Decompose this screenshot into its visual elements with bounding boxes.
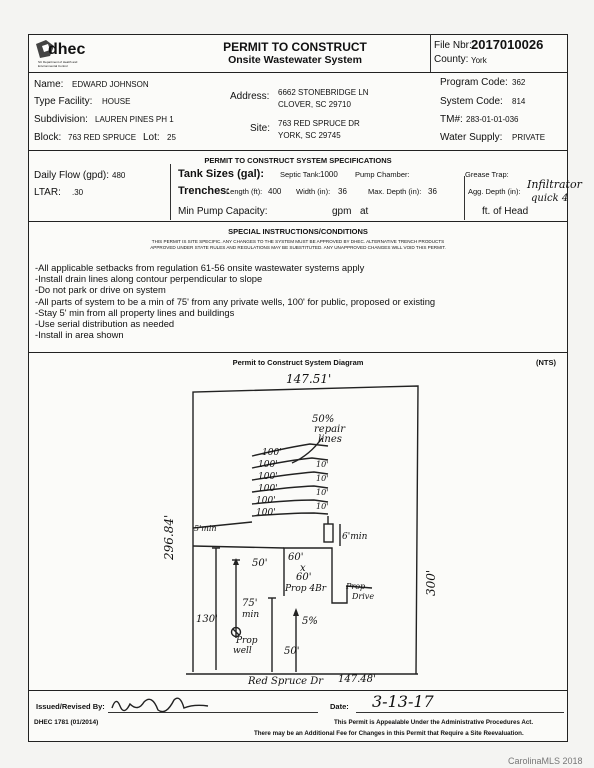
lot-label: Lot:	[143, 132, 160, 143]
left-dimension: 296.84'	[162, 514, 176, 560]
file-nbr-value: 2017010026	[471, 37, 544, 52]
tank-sizes-label: Tank Sizes (gal):	[178, 168, 264, 180]
type-label: Type Facility:	[34, 96, 93, 107]
grease-trap-label: Grease Trap:	[465, 170, 509, 179]
house-dimension: 60'	[288, 552, 304, 563]
repair-note: repair	[314, 424, 346, 435]
at-label: at	[360, 206, 369, 217]
trench-width-label: Width (in):	[296, 187, 331, 196]
file-nbr-label: File Nbr:	[434, 40, 472, 51]
site-label: Site:	[250, 123, 271, 134]
address-line1: 6662 STONEBRIDGE LN	[278, 88, 369, 97]
block-label: Block:	[34, 132, 62, 143]
instructions-note-1: THIS PERMIT IS SITE SPECIFIC. ANY CHANGES TO THE SYSTEM MUST BE APPROVED BY DHEC. ALTERNATIVE TRENCH PRODUCTS	[151, 239, 445, 244]
system-code-value: 814	[512, 97, 526, 106]
instruction-item: -Stay 5' min from all property lines and buildings	[35, 306, 235, 318]
instructions-note-2: APPROVED UNDER STATE RULES AND REGULATIONS MAY BE SUBSTITUTED. ANY UNAPPROVED CHANGES WILL VOID THIS PERMIT.	[150, 245, 446, 250]
watermark: CarolinaMLS 2018	[508, 756, 583, 766]
well-label: well	[233, 646, 252, 656]
water-supply-label: Water Supply:	[440, 132, 503, 143]
trench-length-note: 100'	[258, 472, 278, 482]
program-code-label: Program Code:	[440, 77, 508, 88]
agg-depth-handwritten-1: Infiltrator	[527, 178, 582, 191]
trench-length-note: 100'	[258, 484, 278, 494]
trench-length-note: 100'	[262, 448, 282, 458]
block-value: 763 RED SPRUCE	[68, 133, 137, 142]
logo-text: dhec	[48, 41, 86, 58]
instruction-item: -Do not park or drive on system	[35, 284, 166, 296]
house-dimension: x	[300, 563, 306, 574]
name-label: Name:	[34, 79, 64, 90]
trench-spacing-note: 10'	[316, 488, 329, 497]
program-code-value: 362	[512, 78, 526, 87]
tm-value: 283-01-01-036	[466, 115, 519, 124]
site-line2: YORK, SC 29745	[278, 131, 341, 140]
county-value: York	[471, 56, 487, 65]
water-supply-value: PRIVATE	[512, 133, 546, 142]
issued-by-label: Issued/Revised By:	[36, 702, 105, 711]
trench-spacing-note: 10'	[316, 460, 329, 469]
instruction-item: -Use serial distribution as needed	[35, 318, 175, 330]
setback-6-note: 6'min	[342, 532, 368, 542]
trench-length-note: 100'	[258, 460, 278, 470]
gpm-label: gpm	[332, 206, 352, 217]
appeal-note: This Permit is Appealable Under the Administrative Procedures Act.	[334, 719, 534, 726]
septic-tank-value: 1000	[320, 170, 338, 179]
pump-chamber-label: Pump Chamber:	[355, 170, 410, 179]
drive-label: Drive	[352, 592, 375, 601]
trench-spacing-note: 10'	[316, 474, 329, 483]
instruction-item: -All applicable setbacks from regulation 61-56 onsite wastewater systems apply	[35, 262, 365, 273]
road-label: Red Spruce Dr	[248, 676, 323, 687]
logo-tagline: SC Department of Health and Environmental Control	[38, 60, 78, 68]
septic-tank	[324, 524, 333, 542]
trench-width-value: 36	[338, 187, 347, 196]
date-label: Date:	[330, 702, 349, 711]
address-line2: CLOVER, SC 29710	[278, 100, 351, 109]
bottom-dimension: 147.48'	[338, 674, 376, 685]
subdivision-label: Subdivision:	[34, 114, 88, 125]
ltar-label: LTAR:	[34, 187, 61, 198]
signature	[108, 692, 228, 718]
trench-spacing-note: 10'	[316, 502, 329, 511]
page-subtitle: Onsite Wastewater System	[228, 54, 362, 66]
instructions-heading: SPECIAL INSTRUCTIONS/CONDITIONS	[228, 227, 368, 236]
slope-note: 5%	[302, 616, 318, 627]
setback-5-note: 5'min	[194, 524, 217, 533]
trench-length-note: 100'	[256, 508, 276, 518]
pump-capacity-label: Min Pump Capacity:	[178, 206, 268, 217]
top-dimension: 147.51'	[286, 372, 332, 386]
drive-label: Prop	[346, 582, 366, 591]
trench-length-value: 400	[268, 187, 282, 196]
right-dimension: 300'	[424, 569, 438, 596]
repair-note: 50%	[312, 414, 335, 425]
fee-note: There may be an Additional Fee for Changes in this Permit that Require a Site Reevaluation.	[254, 730, 524, 737]
diagram-heading: Permit to Construct System Diagram	[232, 358, 364, 367]
system-code-label: System Code:	[440, 96, 503, 107]
instruction-item: -Install drain lines along contour perpendicular to slope	[35, 273, 263, 285]
tm-label: TM#:	[440, 114, 463, 125]
address-label: Address:	[230, 91, 270, 102]
daily-flow-value: 480	[112, 171, 126, 180]
instruction-item: -Install in area shown	[35, 329, 124, 341]
form-number: DHEC 1781 (01/2014)	[34, 719, 99, 726]
ft-head-label: ft. of Head	[482, 206, 529, 217]
date-value: 3-13-17	[372, 692, 434, 711]
well-distance: min	[242, 610, 260, 620]
ltar-value: .30	[72, 188, 84, 197]
trenches-label: Trenches:	[178, 185, 230, 197]
site-line1: 763 RED SPRUCE DR	[278, 119, 360, 128]
subdivision-value: LAUREN PINES PH 1	[95, 115, 174, 124]
house-label: Prop 4Br	[285, 584, 327, 594]
specs-heading: PERMIT TO CONSTRUCT SYSTEM SPECIFICATIONS	[204, 156, 392, 165]
dim-50-side: 50'	[252, 558, 268, 569]
repair-note: lines	[318, 434, 342, 445]
well-label: Prop	[236, 636, 258, 646]
trench-length-note: 100'	[256, 496, 276, 506]
dim-130: 130'	[196, 614, 218, 625]
house-dimension: 60'	[296, 572, 312, 583]
max-depth-value: 36	[428, 187, 437, 196]
agg-depth-handwritten-2: quick 4	[531, 193, 569, 204]
well-distance: 75'	[242, 598, 258, 609]
daily-flow-label: Daily Flow (gpd):	[34, 170, 110, 181]
name-value: EDWARD JOHNSON	[72, 80, 149, 89]
instruction-item: -All parts of system to be a min of 75' from any private wells, 100' for public, proposed or existing	[35, 295, 436, 307]
dim-50-front: 50'	[284, 646, 300, 657]
septic-tank-label: Septic Tank:	[280, 170, 321, 179]
trench-length-label: Length (ft):	[226, 187, 263, 196]
page-title: PERMIT TO CONSTRUCT	[223, 40, 367, 54]
lot-value: 25	[167, 133, 176, 142]
county-label: County:	[434, 54, 469, 65]
max-depth-label: Max. Depth (in):	[368, 187, 422, 196]
nts-label: (NTS)	[536, 358, 556, 367]
type-value: HOUSE	[102, 97, 131, 106]
property-boundary	[193, 386, 418, 674]
agg-depth-label: Agg. Depth (in):	[468, 187, 521, 196]
